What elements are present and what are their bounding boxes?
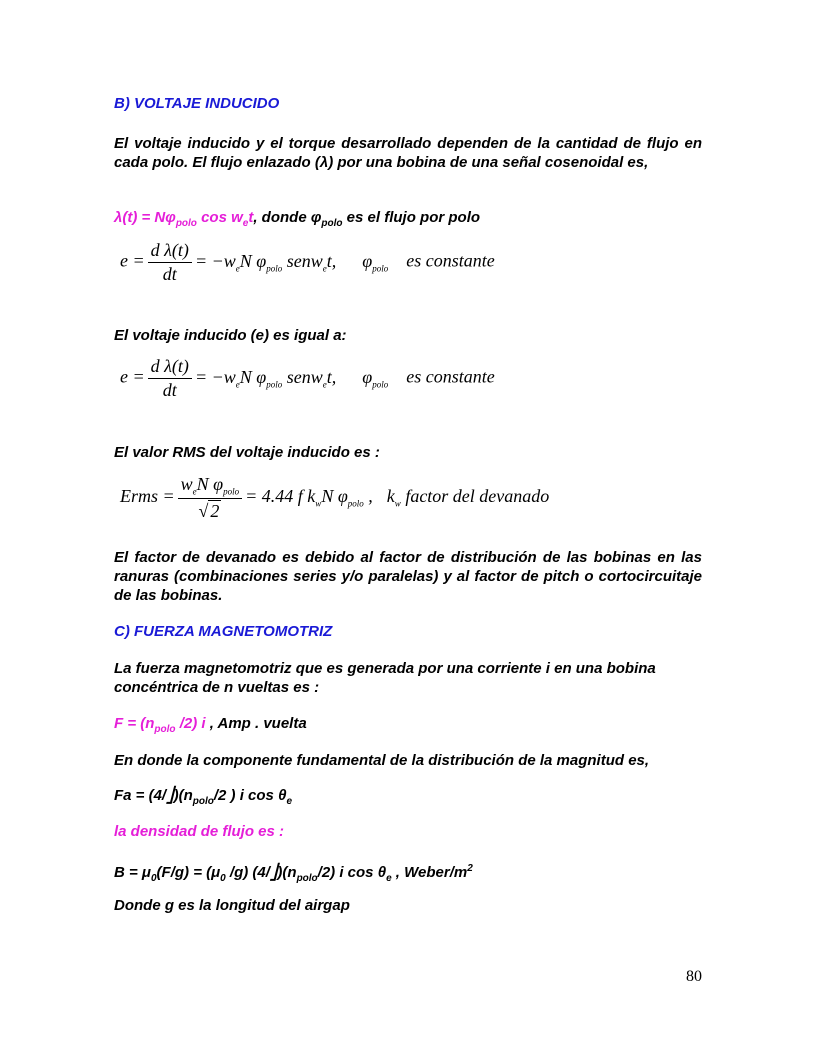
page-number: 80: [686, 968, 702, 985]
section-c-paragraph-3: Donde g es la longitud del airgap: [114, 897, 350, 914]
section-b-paragraph-3: El valor RMS del voltaje inducido es :: [114, 444, 380, 461]
fundamental-mmf-equation: $Fa = (4/⎦)(n_{polo}/2$ ) i $\cos \theta_e$: [114, 787, 292, 807]
flux-density-equation: $B = \mu_0(F/g) = (\mu_0$ /g) $(4/⎦)(n_{polo}/2)$ i $\cos \theta_e$ , Weber/$m^2$: [114, 863, 473, 884]
lambda-definition-text: $\lambda(t) = N\varphi_{polo}$ $\cos w_et$: [114, 209, 254, 229]
lambda-definition: $\lambda(t) = N\varphi_{polo}$ $\cos w_et$, donde $\varphi_{polo}$ es el flujo por polo: [114, 209, 481, 229]
section-b-paragraph-2: El voltaje inducido (e) es igual a:: [114, 327, 347, 344]
flux-density-label: la densidad de flujo es :: [114, 823, 285, 840]
mmf-equation: $F = (n_{polo}$ /2) i , Amp . vuelta: [114, 715, 307, 735]
section-b-paragraph-1: El voltaje inducido y el torque desarrollado dependen de la cantidad de flujo en cada polo. El flujo enlazado (λ) por una bobina de una señal cosenoidal es,: [114, 135, 702, 171]
section-b-paragraph-4: El factor de devanado es debido al factor de distribución de las bobinas en las ranuras (combinaciones series y/o paralelas) y al factor de pitch o cortocircuitaje de las bobinas.: [114, 549, 702, 604]
section-c-paragraph-1: La fuerza magnetomotriz que es generada por una corriente i en una bobina concéntrica de n vueltas es :: [114, 660, 656, 696]
equation-induced-voltage-1: e = $\frac{\text{d λ(t)}}{dt}$ = $-w_eN$ $\varphi_{polo}$ senw$_e$t, $\varphi_{polo}$ es constante: [120, 240, 495, 284]
section-c-paragraph-2: En donde la componente fundamental de la distribución de la magnitud es,: [114, 752, 650, 769]
equation-induced-voltage-2: e = $\frac{\text{d λ(t)}}{dt}$ = $-w_eN$ $\varphi_{polo}$ senw$_e$t, $\varphi_{polo}$ es constante: [120, 356, 495, 400]
section-b-heading: B) VOLTAJE INDUCIDO: [114, 95, 280, 112]
section-c-heading: C) FUERZA MAGNETOMOTRIZ: [114, 623, 333, 640]
equation-rms-voltage: Erms = $\frac{w_eN \varphi_{polo}}{√ 2}$ = 4.44 f $k_wN$ $\varphi_{polo}$ , $k_w$ factor del devanado: [120, 474, 550, 521]
